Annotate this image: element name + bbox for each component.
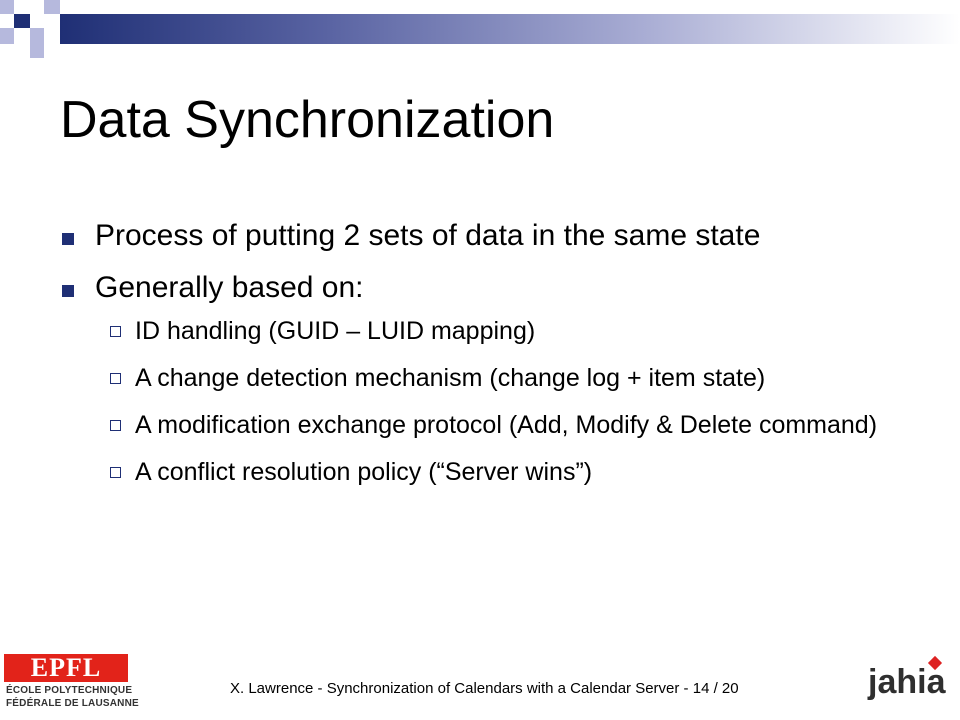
bullet-item <box>60 268 940 308</box>
slide-footer: X. Lawrence - Synchronization of Calendars with a Calendar Server - 14 / 20 <box>230 680 739 697</box>
bullet-text: Process of putting 2 sets of data in the same state <box>95 219 761 252</box>
header-gradient-bar <box>60 14 960 44</box>
epfl-logo-line1: ÉCOLE POLYTECHNIQUE <box>6 685 133 696</box>
square-bullet-icon <box>62 233 74 245</box>
epfl-logo-word: EPFL <box>30 653 102 682</box>
hollow-square-bullet-icon <box>110 467 121 478</box>
bullet-item <box>60 216 940 256</box>
sub-bullet-item <box>60 314 940 348</box>
bullet-text: Generally based on: <box>95 271 364 304</box>
hollow-square-bullet-icon <box>110 420 121 431</box>
sub-bullet-text: A change detection mechanism (change log + item state) <box>135 364 766 392</box>
sub-bullet-text: A modification exchange protocol (Add, Modify & Delete command) <box>135 411 878 439</box>
decor-square <box>0 0 14 14</box>
sub-bullet-item <box>60 408 880 442</box>
epfl-logo-line2: FÉDÉRALE DE LAUSANNE <box>6 698 139 709</box>
sub-bullet-text: A conflict resolution policy (“Server wins”) <box>135 458 593 486</box>
square-bullet-icon <box>62 285 74 297</box>
slide-title: Data Synchronization <box>60 91 555 149</box>
sub-bullet-text: ID handling (GUID – LUID mapping) <box>135 317 536 345</box>
bullet-list <box>60 216 940 502</box>
jahia-logo: jahia <box>868 663 946 701</box>
decor-square <box>14 14 30 28</box>
decor-square <box>44 0 60 14</box>
epfl-logo <box>4 653 139 716</box>
sub-bullet-item <box>60 455 940 489</box>
decor-square <box>0 28 14 44</box>
hollow-square-bullet-icon <box>110 373 121 384</box>
sub-bullet-item <box>60 361 880 395</box>
decor-square <box>30 44 44 58</box>
decor-square <box>30 28 44 44</box>
hollow-square-bullet-icon <box>110 326 121 337</box>
